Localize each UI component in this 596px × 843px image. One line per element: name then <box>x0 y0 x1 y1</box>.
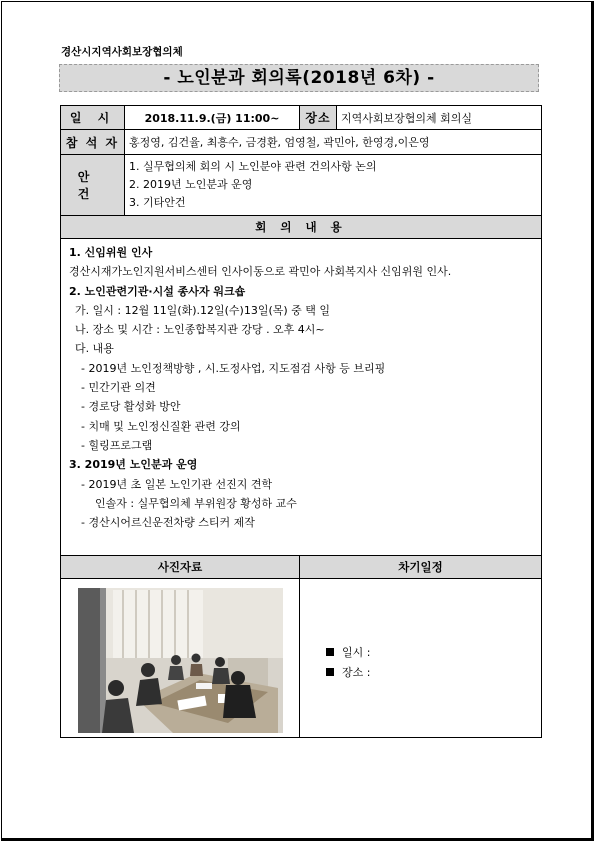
agenda-list <box>125 155 542 216</box>
date-label: 일 시 <box>61 106 125 130</box>
document-title: - 노인분과 회의록(2018년 6차) - <box>59 64 539 92</box>
date-row <box>61 106 542 130</box>
photo-cell <box>61 579 300 738</box>
list-item: - 경로당 활성화 방안 <box>81 400 181 414</box>
next-schedule <box>326 643 370 683</box>
agenda-item: 3. 기타안건 <box>129 196 186 209</box>
meeting-content-row <box>61 239 542 556</box>
list-item: - 치매 및 노인정신질환 관련 강의 <box>81 419 241 433</box>
list-item: - 2019년 초 일본 노인기관 선진지 견학 <box>81 477 273 491</box>
section-text: 가. 일시 : 12월 11일(화).12일(수)13일(목) 중 택 일 <box>75 303 331 317</box>
section-title: 1. 신임위원 인사 <box>69 246 153 259</box>
bullet-square-icon <box>326 668 334 676</box>
list-item: - 경산시어르신운전차량 스티커 제작 <box>81 516 255 530</box>
schedule-date-label: 일시 : <box>342 646 371 659</box>
list-item: - 민간기관 의견 <box>81 381 156 395</box>
section-text: 경산시재가노인지원서비스센터 인사이동으로 곽민아 사회복지사 신임위원 인사. <box>69 265 452 279</box>
section-text: 나. 장소 및 시간 : 노인종합복지관 강당 . 오후 4시~ <box>75 323 325 337</box>
schedule-place-label: 장소 : <box>342 666 371 679</box>
bullet-square-icon <box>326 648 334 656</box>
date-value: 2018.11.9.(금) 11:00~ <box>125 106 300 130</box>
schedule-cell <box>300 579 542 738</box>
minutes-table <box>60 105 542 738</box>
section-title: 3. 2019년 노인분과 운영 <box>69 458 198 472</box>
organization-name: 경산시지역사회보장협의체 <box>61 46 183 58</box>
list-item: - 힐링프로그램 <box>81 438 153 452</box>
bottom-header-row <box>61 556 542 579</box>
photo-header: 사진자료 <box>61 556 300 579</box>
agenda-row <box>61 155 542 216</box>
agenda-item: 2. 2019년 노인분과 운영 <box>129 178 253 191</box>
section-text: 인솔자 : 실무협의체 부위원장 황성하 교수 <box>95 496 297 510</box>
place-label: 장소 <box>300 106 337 130</box>
bottom-row <box>61 579 542 738</box>
attendees-label: 참 석 자 <box>61 130 125 155</box>
agenda-label: 안 건 <box>61 155 125 216</box>
schedule-header: 차기일정 <box>300 556 542 579</box>
meeting-content-header: 회 의 내 용 <box>61 216 542 239</box>
meeting-content-header-row <box>61 216 542 239</box>
meeting-photo <box>78 588 283 733</box>
section-text: 다. 내용 <box>75 342 114 356</box>
attendees-row <box>61 130 542 155</box>
attendees-value: 홍정영, 김건율, 최흥수, 금경환, 엄영철, 곽민아, 한영경,이은영 <box>125 130 542 155</box>
list-item: - 2019년 노인정책방향 , 시.도정사업, 지도점검 사항 등 브리핑 <box>81 361 386 375</box>
section-title: 2. 노인관련기관·시설 종사자 워크숍 <box>69 284 246 298</box>
meeting-content <box>61 239 542 556</box>
agenda-item: 1. 실무협의체 회의 시 노인분야 관련 건의사항 논의 <box>129 160 377 173</box>
place-value: 지역사회보장협의체 회의실 <box>337 106 542 130</box>
